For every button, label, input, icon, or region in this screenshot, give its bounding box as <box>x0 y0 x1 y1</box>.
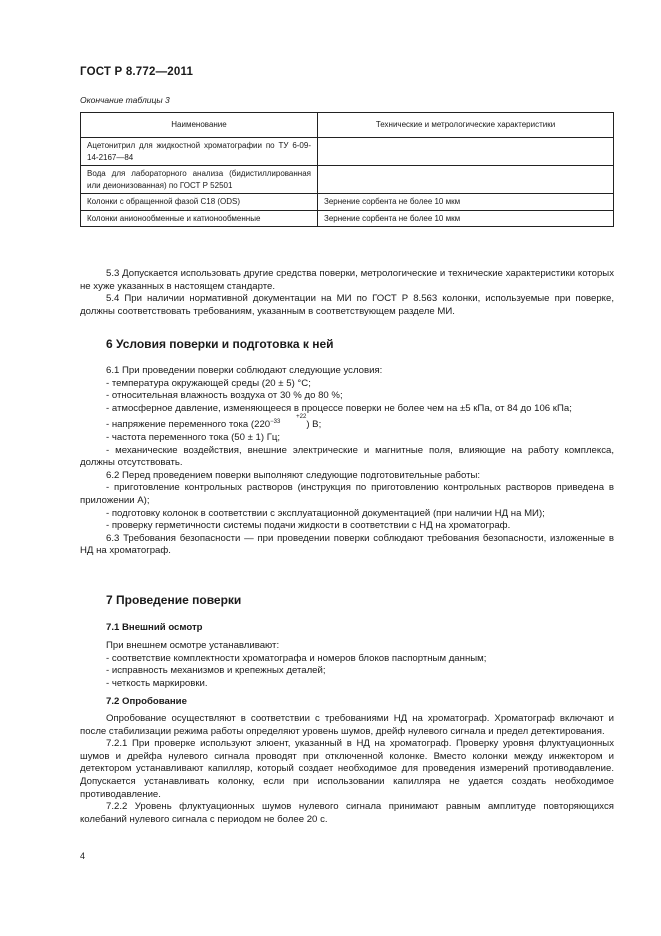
cell-name: Колонки анионообменные и катионообменные <box>81 210 318 227</box>
section-5-tail <box>80 268 614 318</box>
subsection-7-2-body <box>80 713 614 826</box>
table-caption: Окончание таблицы 3 <box>80 95 170 105</box>
cell-name: Вода для лабораторного анализа (бидистиллированная или деионизованная) по ГОСТ Р 52501 <box>81 166 318 194</box>
paragraph-6-2: 6.2 Перед проведением поверки выполняют следующие подготовительные работы: <box>106 469 481 481</box>
paragraph-6-3: 6.3 Требования безопасности — при проведении поверки соблюдают требования безопасности, изложенные в НД на хроматограф. <box>80 532 614 557</box>
voltage-text: - напряжение переменного тока (220 <box>106 419 271 431</box>
condition-frequency: - частота переменного тока (50 ± 1) Гц; <box>106 431 281 443</box>
cell-spec: Зернение сорбента не более 10 мкм <box>318 194 614 211</box>
paragraph-6-1: 6.1 При проведении поверки соблюдают следующие условия: <box>106 365 383 376</box>
page-number: 4 <box>80 851 86 861</box>
column-header-characteristics: Технические и метрологические характеристики <box>318 113 614 138</box>
condition-humidity: - относительная влажность воздуха от 30 % до 80 %; <box>106 390 343 402</box>
inspection-item-3: - четкость маркировки. <box>106 677 208 689</box>
inspection-item-1: - соответствие комплектности хроматографа и номеров блоков паспортным данным; <box>106 652 487 664</box>
column-header-name: Наименование <box>81 113 318 138</box>
inspection-item-2: - исправность механизмов и крепежных деталей; <box>106 665 326 677</box>
section-6-title: 6 Условия поверки и подготовка к ней <box>106 337 334 351</box>
section-7-title: 7 Проведение поверки <box>106 593 242 607</box>
document-code: ГОСТ Р 8.772—2011 <box>80 66 194 78</box>
paragraph-5-3: 5.3 Допускается использовать другие средства поверки, метрологические и технические характеристики которых не хуже указанных в настоящем стандарте. <box>80 268 614 292</box>
table-row <box>81 210 614 227</box>
prep-item-1: - приготовление контрольных растворов (инструкция по приготовлению контрольных растворов приведена в приложении А); <box>80 482 614 506</box>
cell-spec <box>318 166 614 194</box>
condition-temperature: - температура окружающей среды (20 ± 5) °С; <box>106 377 311 389</box>
subsection-7-1-title: 7.1 Внешний осмотр <box>106 622 203 633</box>
subsection-7-2-title: 7.2 Опробование <box>106 696 187 707</box>
paragraph-7-2-1: 7.2.1 При проверке используют элюент, указанный в НД на хроматограф. Проверку уровня флуктуационных шумов и дрейфа нулевого сигнала проводят при отключенной колонке. Вместо колонки между инжектором и детектором устанавливают капилляр, который создает необходимое для проведения измерений противодавление. Допускается устанавливать колонку, если при использовании капилляра не удается создать необходимое противодавление. <box>80 738 614 800</box>
cell-spec: Зернение сорбента не более 10 мкм <box>318 210 614 227</box>
condition-voltage <box>80 415 614 432</box>
voltage-unit: ) В; <box>306 419 322 431</box>
voltage-tolerance <box>270 415 306 425</box>
subsection-7-1-body <box>80 640 614 690</box>
section-6-body <box>80 365 614 558</box>
paragraph-5-4: 5.4 При наличии нормативной документации на МИ по ГОСТ Р 8.563 колонки, используемые при поверке, должны соответствовать требованиям, указанным в соответствующем разделе МИ. <box>80 293 614 317</box>
prep-item-3: - проверку герметичности системы подачи жидкости в соответствии с НД на хроматограф. <box>106 520 511 532</box>
prep-item-2: - подготовку колонок в соответствии с эксплуатационной документацией (при наличии НД на МИ); <box>106 507 545 519</box>
voltage-tolerance-down: −33 <box>270 419 281 426</box>
table-header-row <box>81 113 614 138</box>
paragraph-7-2-2: 7.2.2 Уровень флуктуационных шумов нулевого сигнала принимают равным амплитуде повторяющихся колебаний нулевого сигнала с периодом не более 20 с. <box>80 801 614 825</box>
table-row <box>81 166 614 194</box>
cell-name: Ацетонитрил для жидкостной хроматографии по ТУ 6-09-14-2167—84 <box>81 138 318 166</box>
cell-spec <box>318 138 614 166</box>
voltage-tolerance-up: +22 <box>296 414 307 421</box>
table-row <box>81 194 614 211</box>
paragraph-7-2: Опробование осуществляют в соответствии с требованиями НД на хроматограф. Хроматограф включают и после стабилизации режима работы определяют уровень шумов, дрейф нулевого сигнала и предел детектирования. <box>80 713 614 737</box>
condition-mechanical: - механические воздействия, внешние электрические и магнитные поля, влияющие на работу комплекса, должны отсутствовать. <box>80 444 614 469</box>
cell-name: Колонки с обращенной фазой С18 (ODS) <box>81 194 318 211</box>
inspection-intro: При внешнем осмотре устанавливают: <box>106 640 280 651</box>
table-3 <box>80 112 614 227</box>
condition-pressure: - атмосферное давление, изменяющееся в процессе поверки не более чем на ±5 кПа, от 84 до 106 кПа; <box>106 402 572 414</box>
table-row <box>81 138 614 166</box>
